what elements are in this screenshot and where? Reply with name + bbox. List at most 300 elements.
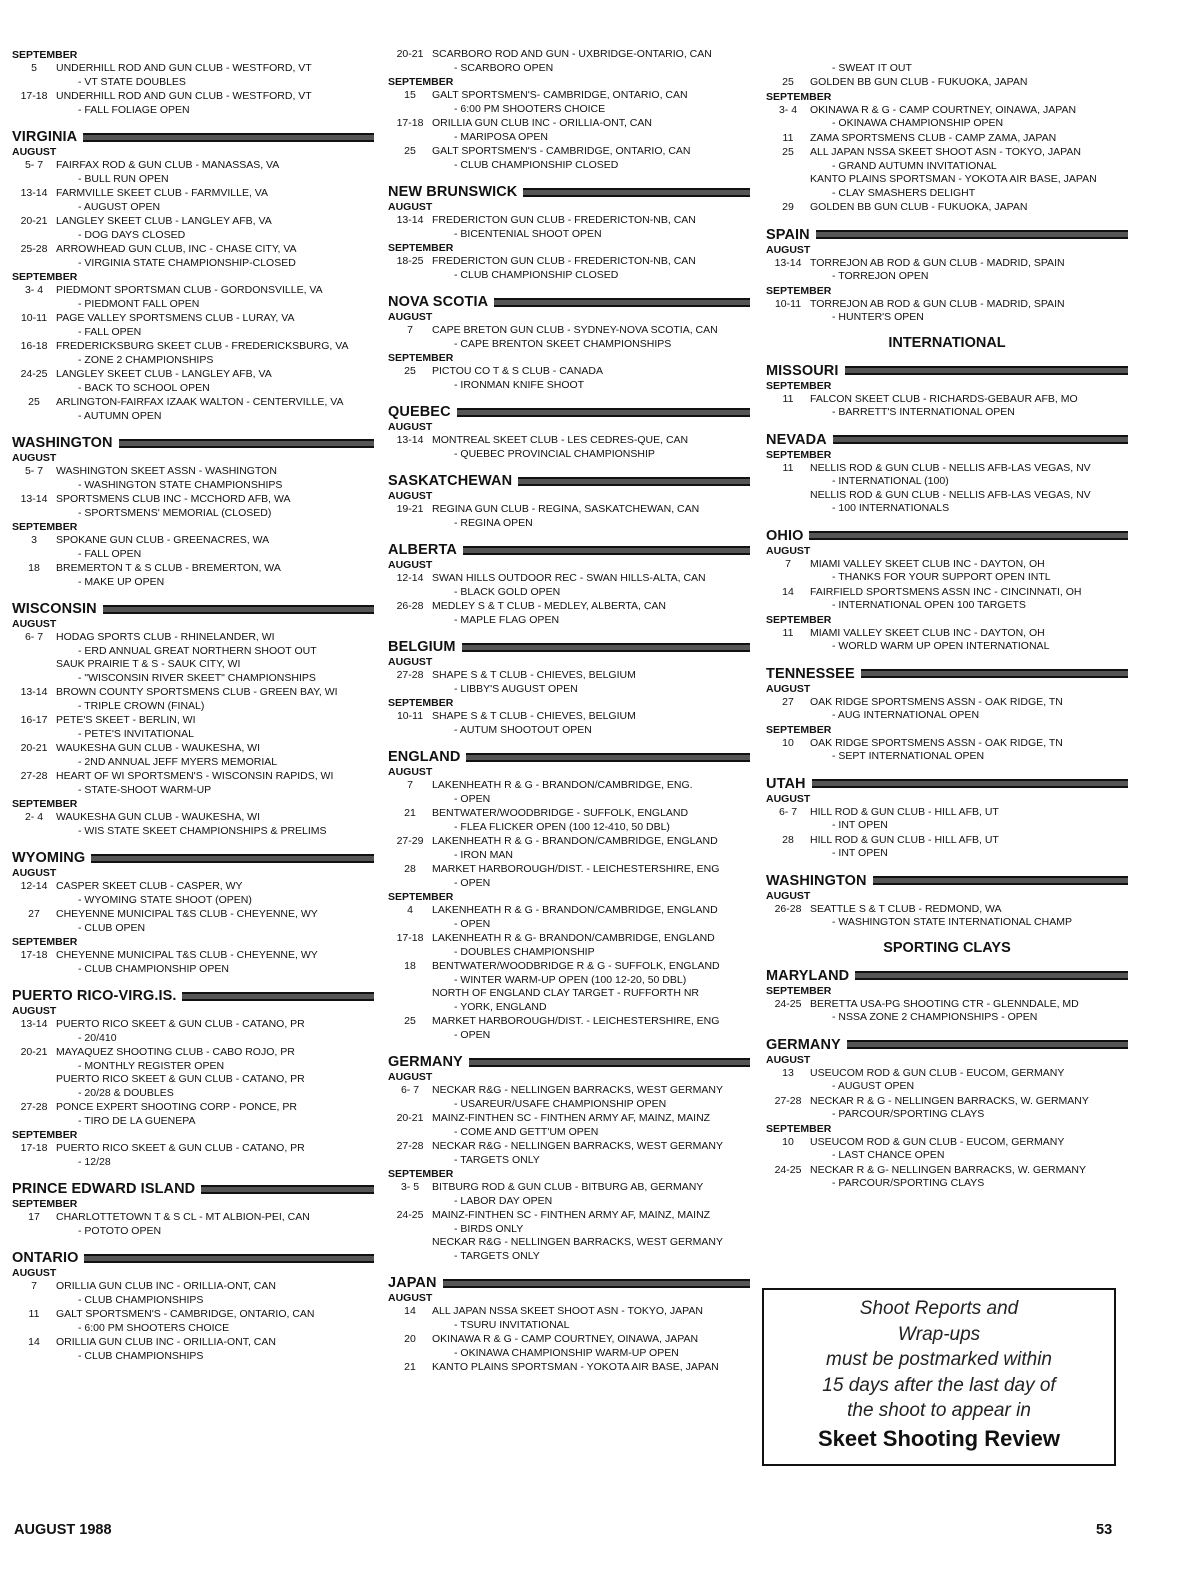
- month-label: SEPTEMBER: [12, 936, 78, 948]
- event-club-location: MAINZ-FINTHEN SC - FINTHEN ARMY AF, MAINZ, MAINZ: [432, 1209, 711, 1221]
- region-title: UTAH: [766, 775, 806, 792]
- event-entry: [12, 686, 374, 713]
- event-name: - CAPE BRENTON SKEET CHAMPIONSHIPS: [454, 337, 672, 350]
- event-name: - SEPT INTERNATIONAL OPEN: [832, 750, 985, 762]
- event-club-location: CAPE BRETON GUN CLUB - SYDNEY-NOVA SCOTIA, CAN: [432, 324, 718, 336]
- event-name: - OPEN: [454, 876, 491, 889]
- event-date: 19-21: [396, 503, 424, 515]
- event-club-location: OAK RIDGE SPORTSMENS ASSN - OAK RIDGE, TN: [810, 736, 1063, 749]
- notice-line: 15 days after the last day of: [822, 1374, 1056, 1396]
- event-name: - 2ND ANNUAL JEFF MYERS MEMORIAL: [78, 755, 278, 768]
- month-label: AUGUST: [766, 889, 811, 902]
- event-name: - CLUB CHAMPIONSHIP CLOSED: [454, 268, 619, 281]
- event-name: - PIEDMONT FALL OPEN: [78, 297, 200, 310]
- region-section: [388, 1275, 750, 1375]
- event-details: [56, 908, 374, 935]
- event-club-location: ARLINGTON-FAIRFAX IZAAK WALTON - CENTERVILLE, VA: [56, 396, 344, 408]
- event-date: 6- 7: [24, 631, 44, 643]
- region-header: [12, 435, 374, 451]
- event-date: 2- 4: [24, 811, 44, 823]
- event-date: 25: [782, 146, 794, 158]
- event-name: - POTOTO OPEN: [78, 1224, 162, 1237]
- event-club-location: CHARLOTTETOWN T & S CL - MT ALBION-PEI, CAN: [56, 1211, 310, 1223]
- event-entry: [766, 696, 1128, 723]
- event-name: - OPEN: [454, 1028, 491, 1041]
- event-date: 13-14: [396, 434, 424, 446]
- event-date: 17-18: [20, 1142, 48, 1154]
- event-name: - DOG DAYS CLOSED: [78, 228, 186, 241]
- month-label: SEPTEMBER: [12, 271, 78, 283]
- month-label: AUGUST: [388, 766, 433, 778]
- event-details: [56, 187, 374, 214]
- event-date: 24-25: [20, 368, 48, 380]
- event-name: - AUGUST OPEN: [832, 1080, 915, 1092]
- month-label: AUGUST: [12, 1005, 57, 1017]
- event-club-location: NECKAR R&G - NELLINGEN BARRACKS, WEST GERMANY: [432, 1084, 723, 1096]
- event-date: 10-11: [774, 297, 802, 310]
- event-entry: [12, 312, 374, 339]
- event-date: 11: [782, 131, 794, 144]
- event-entry: [12, 243, 374, 270]
- event-club-location: UNDERHILL ROD AND GUN CLUB - WESTFORD, VT: [56, 62, 312, 74]
- event-club-location: LAKENHEATH R & G- BRANDON/CAMBRIDGE, ENGLAND: [432, 932, 715, 944]
- event-details: [432, 1181, 750, 1208]
- event-club-location: MEDLEY S & T CLUB - MEDLEY, ALBERTA, CAN: [432, 600, 667, 612]
- region-section: [766, 666, 1128, 764]
- event-name: - FLEA FLICKER OPEN (100 12-410, 50 DBL): [454, 820, 670, 833]
- heading-rule: [91, 854, 374, 863]
- region-title: GERMANY: [388, 1054, 463, 1070]
- event-name: - WIS STATE SKEET CHAMPIONSHIPS & PRELIMS: [78, 824, 327, 837]
- event-club-location: PIEDMONT SPORTSMAN CLUB - GORDONSVILLE, VA: [56, 284, 323, 296]
- event-details: [810, 1095, 1128, 1122]
- page-number: 53: [1096, 1522, 1113, 1538]
- event-name: - 20/28 & DOUBLES: [78, 1086, 174, 1099]
- schedule-column-2: [388, 48, 750, 1376]
- event-details: [810, 1067, 1128, 1094]
- event-date: 11: [782, 626, 794, 639]
- event-details: [432, 572, 750, 599]
- region-section: [766, 363, 1128, 420]
- event-details: [56, 1046, 374, 1100]
- event-date: 13-14: [396, 214, 424, 226]
- event-date: 5- 7: [24, 159, 44, 171]
- event-date: 18: [28, 562, 40, 574]
- event-entry: [766, 1136, 1128, 1163]
- heading-rule: [469, 1058, 750, 1067]
- heading-rule: [466, 753, 750, 762]
- event-name: - MAKE UP OPEN: [78, 575, 165, 588]
- event-details: [432, 807, 750, 834]
- schedule-column-1: [12, 48, 374, 1364]
- event-details: [432, 600, 750, 627]
- event-date: 20-21: [20, 1046, 48, 1058]
- event-details: [810, 462, 1128, 516]
- event-club-location: UNDERHILL ROD AND GUN CLUB - WESTFORD, VT: [56, 90, 312, 102]
- event-entry: [766, 627, 1128, 654]
- event-name: - FALL OPEN: [78, 325, 142, 338]
- event-name: - STATE-SHOOT WARM-UP: [78, 783, 212, 796]
- event-entry: [388, 503, 750, 530]
- event-entry: [12, 465, 374, 492]
- month-label: SEPTEMBER: [388, 352, 454, 364]
- event-date: 27-28: [396, 1140, 424, 1152]
- region-header: [388, 184, 750, 200]
- region-header: [388, 404, 750, 420]
- event-club-location: MAYAQUEZ SHOOTING CLUB - CABO ROJO, PR: [56, 1046, 295, 1058]
- event-date: 20-21: [20, 215, 48, 227]
- month-label: AUGUST: [388, 311, 433, 323]
- month-label: SEPTEMBER: [766, 1122, 832, 1135]
- event-name: - THANKS FOR YOUR SUPPORT OPEN INTL: [832, 571, 1051, 583]
- event-name: - USAREUR/USAFE CHAMPIONSHIP OPEN: [454, 1097, 667, 1110]
- region-section: [766, 432, 1128, 516]
- category-heading: INTERNATIONAL: [888, 334, 1006, 351]
- event-details: [56, 686, 374, 713]
- event-details: [432, 365, 750, 392]
- event-club-location: REGINA GUN CLUB - REGINA, SASKATCHEWAN, CAN: [432, 503, 700, 515]
- event-date: 15: [404, 89, 416, 101]
- event-date: 14: [28, 1336, 40, 1348]
- event-club-location: LAKENHEATH R & G - BRANDON/CAMBRIDGE, ENGLAND: [432, 904, 718, 916]
- event-name: - PARCOUR/SPORTING CLAYS: [832, 1108, 985, 1120]
- event-entry: [766, 104, 1128, 131]
- event-club-location: WAUKESHA GUN CLUB - WAUKESHA, WI: [56, 742, 260, 754]
- region-section: [766, 873, 1128, 930]
- event-club-location: HILL ROD & GUN CLUB - HILL AFB, UT: [810, 833, 999, 846]
- event-date: 14: [404, 1305, 416, 1317]
- event-date: 13-14: [20, 493, 48, 505]
- event-entry: [766, 201, 1128, 215]
- event-details: [432, 932, 750, 959]
- event-name: - AUG INTERNATIONAL OPEN: [832, 709, 980, 721]
- event-date: 25-28: [20, 243, 48, 255]
- region-header: [388, 473, 750, 489]
- event-details: [432, 710, 750, 737]
- event-details: [810, 76, 1128, 90]
- event-date: 25: [404, 365, 416, 377]
- month-label: SEPTEMBER: [388, 1168, 454, 1180]
- event-date: 3- 4: [24, 284, 44, 296]
- event-details: [810, 586, 1128, 613]
- event-entry: [388, 669, 750, 696]
- event-name: - CLUB CHAMPIONSHIPS: [78, 1293, 204, 1306]
- event-details: [432, 117, 750, 144]
- event-entry: [388, 904, 750, 931]
- event-details: [56, 1336, 374, 1363]
- event-name: - TSURU INVITATIONAL: [454, 1318, 570, 1331]
- event-club-location: FREDERICKSBURG SKEET CLUB - FREDERICKSBURG, VA: [56, 340, 349, 352]
- event-entry: [388, 960, 750, 1014]
- event-name: - AUTUM SHOOTOUT OPEN: [454, 723, 592, 736]
- event-club-location: OKINAWA R & G - CAMP COURTNEY, OINAWA, JAPAN: [810, 103, 1077, 116]
- event-club-location: LANGLEY SKEET CLUB - LANGLEY AFB, VA: [56, 215, 272, 227]
- heading-rule: [119, 439, 374, 448]
- event-date: 17-18: [20, 949, 48, 961]
- event-club-location: USEUCOM ROD & GUN CLUB - EUCOM, GERMANY: [810, 1066, 1065, 1079]
- event-details: [810, 1164, 1128, 1191]
- month-label: SEPTEMBER: [388, 242, 454, 254]
- event-entry: [388, 1112, 750, 1139]
- event-date: 16-18: [20, 340, 48, 352]
- event-entry: [766, 806, 1128, 833]
- event-club-location: FAIRFAX ROD & GUN CLUB - MANASSAS, VA: [56, 159, 280, 171]
- event-entry: [12, 908, 374, 935]
- event-entry: [12, 880, 374, 907]
- event-date: 3: [31, 534, 37, 546]
- event-details: [432, 1112, 750, 1139]
- category-heading: SPORTING CLAYS: [883, 939, 1011, 956]
- event-details: [56, 811, 374, 838]
- event-name: - BACK TO SCHOOL OPEN: [78, 381, 210, 394]
- event-entry: [12, 1211, 374, 1238]
- heading-rule: [845, 366, 1129, 375]
- event-club-location: PUERTO RICO SKEET & GUN CLUB - CATANO, PR: [56, 1073, 305, 1085]
- event-entry: [12, 1280, 374, 1307]
- event-name: - OPEN: [454, 917, 491, 930]
- event-date: 12-14: [396, 572, 424, 584]
- event-details: [810, 146, 1128, 200]
- region-title: TENNESSEE: [766, 665, 855, 682]
- event-name: - LAST CHANCE OPEN: [832, 1149, 945, 1161]
- event-entry: [766, 76, 1128, 90]
- event-name: - 100 INTERNATIONALS: [832, 502, 950, 514]
- heading-rule: [494, 298, 750, 307]
- region-header: [388, 639, 750, 655]
- event-name: - WYOMING STATE SHOOT (OPEN): [78, 893, 252, 906]
- event-date: 28: [782, 833, 794, 846]
- event-name: - GRAND AUTUMN INVITATIONAL: [832, 159, 997, 172]
- month-label: AUGUST: [388, 559, 433, 571]
- month-label: AUGUST: [766, 1053, 811, 1066]
- region-header: [766, 1037, 1128, 1053]
- region-section: [388, 473, 750, 530]
- region-title: WYOMING: [12, 850, 86, 866]
- heading-rule: [873, 876, 1128, 885]
- region-title: WASHINGTON: [766, 872, 867, 889]
- month-label: SEPTEMBER: [388, 76, 454, 88]
- event-details: [432, 255, 750, 282]
- event-entry: [766, 393, 1128, 420]
- event-entry: [12, 562, 374, 589]
- region-title: BELGIUM: [388, 639, 456, 655]
- event-club-location: NECKAR R & G- NELLINGEN BARRACKS, W. GERMANY: [810, 1163, 1086, 1176]
- event-name: - BARRETT'S INTERNATIONAL OPEN: [832, 406, 1015, 418]
- event-entry: [766, 298, 1128, 325]
- event-entry: [766, 1067, 1128, 1094]
- event-name: - CLUB CHAMPIONSHIP CLOSED: [454, 158, 619, 171]
- event-details: [432, 1361, 750, 1375]
- event-date: 25: [404, 145, 416, 157]
- heading-rule: [523, 188, 750, 197]
- event-details: [56, 396, 374, 423]
- event-details: [810, 132, 1128, 146]
- event-entry: [388, 145, 750, 172]
- event-date: 6- 7: [400, 1084, 420, 1096]
- event-entry: [12, 1142, 374, 1169]
- event-date: 10: [782, 736, 794, 749]
- heading-rule: [809, 531, 1128, 540]
- event-entry: [12, 215, 374, 242]
- event-details: [432, 89, 750, 116]
- event-details: [432, 835, 750, 862]
- event-entry: [388, 1209, 750, 1263]
- event-club-location: GALT SPORTSMEN'S - CAMBRIDGE, ONTARIO, CAN: [432, 145, 691, 157]
- event-club-location: GOLDEN BB GUN CLUB - FUKUOKA, JAPAN: [810, 76, 1028, 88]
- event-name: - COME AND GETT'UM OPEN: [454, 1125, 599, 1138]
- event-date: 18: [404, 960, 416, 972]
- publication-name: Skeet Shooting Review: [817, 1425, 1061, 1451]
- event-club-location: FALCON SKEET CLUB - RICHARDS-GEBAUR AFB, MO: [810, 392, 1078, 405]
- event-entry: [12, 90, 374, 117]
- event-club-location: ALL JAPAN NSSA SKEET SHOOT ASN - TOKYO, JAPAN: [432, 1305, 703, 1317]
- event-entry: [12, 368, 374, 395]
- month-label: SEPTEMBER: [12, 521, 78, 533]
- month-label: SEPTEMBER: [766, 448, 832, 461]
- event-club-location: CASPER SKEET CLUB - CASPER, WY: [56, 880, 243, 892]
- month-label: AUGUST: [388, 1071, 433, 1083]
- event-entry: [388, 1305, 750, 1332]
- region-title: NEW BRUNSWICK: [388, 184, 518, 200]
- event-entry: [12, 396, 374, 423]
- event-date: 6- 7: [778, 805, 798, 818]
- event-club-location: OKINAWA R & G - CAMP COURTNEY, OINAWA, JAPAN: [432, 1333, 699, 1345]
- event-date: 20: [404, 1333, 416, 1345]
- region-section: [766, 48, 1128, 215]
- event-name: - TORREJON OPEN: [832, 270, 929, 282]
- event-name: - MONTHLY REGISTER OPEN: [78, 1059, 225, 1072]
- region-title: ALBERTA: [388, 542, 457, 558]
- event-club-location: NECKAR R&G - NELLINGEN BARRACKS, WEST GERMANY: [432, 1236, 723, 1248]
- event-date: 29: [782, 201, 794, 213]
- month-label: SEPTEMBER: [766, 284, 832, 297]
- event-details: [432, 863, 750, 890]
- month-label: SEPTEMBER: [388, 891, 454, 903]
- event-entry: [12, 187, 374, 214]
- heading-rule: [443, 1279, 750, 1288]
- event-details: [56, 243, 374, 270]
- event-entry: [766, 132, 1128, 146]
- month-label: AUGUST: [12, 1267, 57, 1279]
- heading-rule: [855, 971, 1128, 980]
- event-club-location: SAUK PRAIRIE T & S - SAUK CITY, WI: [56, 658, 241, 670]
- event-details: [56, 880, 374, 907]
- event-club-location: WAUKESHA GUN CLUB - WAUKESHA, WI: [56, 811, 260, 823]
- event-date: 20-21: [396, 1112, 424, 1124]
- month-label: AUGUST: [12, 452, 57, 464]
- event-name: - NSSA ZONE 2 CHAMPIONSHIPS - OPEN: [832, 1011, 1038, 1023]
- event-club-location: PUERTO RICO SKEET & GUN CLUB - CATANO, PR: [56, 1142, 305, 1154]
- event-club-location: TORREJON AB ROD & GUN CLUB - MADRID, SPAIN: [810, 256, 1065, 269]
- region-section: [388, 639, 750, 737]
- event-entry: [388, 1015, 750, 1042]
- region-section: [388, 404, 750, 461]
- region-title: PUERTO RICO-VIRG.IS.: [12, 988, 177, 1004]
- event-name: - BULL RUN OPEN: [78, 172, 169, 185]
- region-section: [12, 850, 374, 976]
- event-entry: [766, 586, 1128, 613]
- month-label: AUGUST: [12, 867, 57, 879]
- event-entry: [388, 255, 750, 282]
- event-club-location: PICTOU CO T & S CLUB - CANADA: [432, 365, 603, 377]
- region-section: [388, 294, 750, 392]
- event-details: [810, 298, 1128, 325]
- region-header: [766, 432, 1128, 448]
- event-name: - OKINAWA CHAMPIONSHIP OPEN: [832, 117, 1004, 129]
- event-name: - CLUB OPEN: [78, 921, 146, 934]
- notice-line: must be postmarked within: [826, 1349, 1052, 1370]
- event-entry: [12, 1336, 374, 1363]
- event-entry: [12, 159, 374, 186]
- region-header: [12, 1250, 374, 1266]
- heading-rule: [457, 408, 750, 417]
- event-date: 11: [782, 392, 794, 405]
- event-club-location: PETE'S SKEET - BERLIN, WI: [56, 714, 196, 726]
- month-label: SEPTEMBER: [12, 1198, 78, 1210]
- event-entry: [388, 863, 750, 890]
- region-title: JAPAN: [388, 1275, 437, 1291]
- event-club-location: NECKAR R & G - NELLINGEN BARRACKS, W. GERMANY: [810, 1094, 1089, 1107]
- event-name: - 12/28: [78, 1155, 111, 1168]
- month-label: AUGUST: [12, 146, 57, 158]
- event-club-location: ORILLIA GUN CLUB INC - ORILLIA-ONT, CAN: [56, 1336, 276, 1348]
- event-name: - 20/410: [78, 1031, 117, 1044]
- event-entry: [388, 835, 750, 862]
- event-name: - QUEBEC PROVINCIAL CHAMPIONSHIP: [454, 447, 655, 460]
- event-details: [56, 1280, 374, 1307]
- event-club-location: [810, 48, 1128, 62]
- event-entry: [766, 737, 1128, 764]
- event-club-location: NELLIS ROD & GUN CLUB - NELLIS AFB-LAS VEGAS, NV: [810, 461, 1091, 474]
- event-name: - CLUB CHAMPIONSHIPS: [78, 1349, 204, 1362]
- month-label: AUGUST: [766, 243, 811, 256]
- event-details: [56, 62, 374, 89]
- event-date: 27-28: [20, 1101, 48, 1113]
- event-club-location: SHAPE S & T CLUB - CHIEVES, BELGIUM: [432, 669, 636, 681]
- heading-rule: [201, 1185, 374, 1194]
- event-name: - REGINA OPEN: [454, 516, 533, 529]
- event-date: 5- 7: [24, 465, 44, 477]
- event-details: [810, 903, 1128, 930]
- event-entry: [766, 1095, 1128, 1122]
- region-header: [12, 988, 374, 1004]
- month-label: AUGUST: [766, 792, 811, 805]
- event-details: [810, 696, 1128, 723]
- notice-line: Wrap-ups: [897, 1323, 981, 1345]
- event-club-location: CHEYENNE MUNICIPAL T&S CLUB - CHEYENNE, WY: [56, 949, 318, 961]
- region-title: NOVA SCOTIA: [388, 294, 489, 310]
- region-header: [766, 528, 1128, 544]
- event-details: [810, 627, 1128, 654]
- event-date: 13-14: [20, 1018, 48, 1030]
- event-name: - VT STATE DOUBLES: [78, 75, 186, 88]
- event-club-location: USEUCOM ROD & GUN CLUB - EUCOM, GERMANY: [810, 1135, 1065, 1148]
- event-entry: [12, 340, 374, 367]
- event-name: - SWEAT IT OUT: [832, 61, 912, 74]
- region-section: [766, 776, 1128, 861]
- heading-rule: [103, 605, 374, 614]
- event-details: [810, 806, 1128, 833]
- event-entry: [766, 146, 1128, 200]
- heading-rule: [463, 546, 750, 555]
- event-club-location: GALT SPORTSMEN'S- CAMBRIDGE, ONTARIO, CAN: [432, 89, 688, 101]
- event-club-location: GOLDEN BB GUN CLUB - FUKUOKA, JAPAN: [810, 201, 1028, 213]
- event-details: [56, 215, 374, 242]
- event-club-location: BITBURG ROD & GUN CLUB - BITBURG AB, GERMANY: [432, 1181, 704, 1193]
- event-entry: [12, 742, 374, 769]
- event-date: 7: [407, 779, 413, 791]
- month-label: AUGUST: [766, 544, 811, 557]
